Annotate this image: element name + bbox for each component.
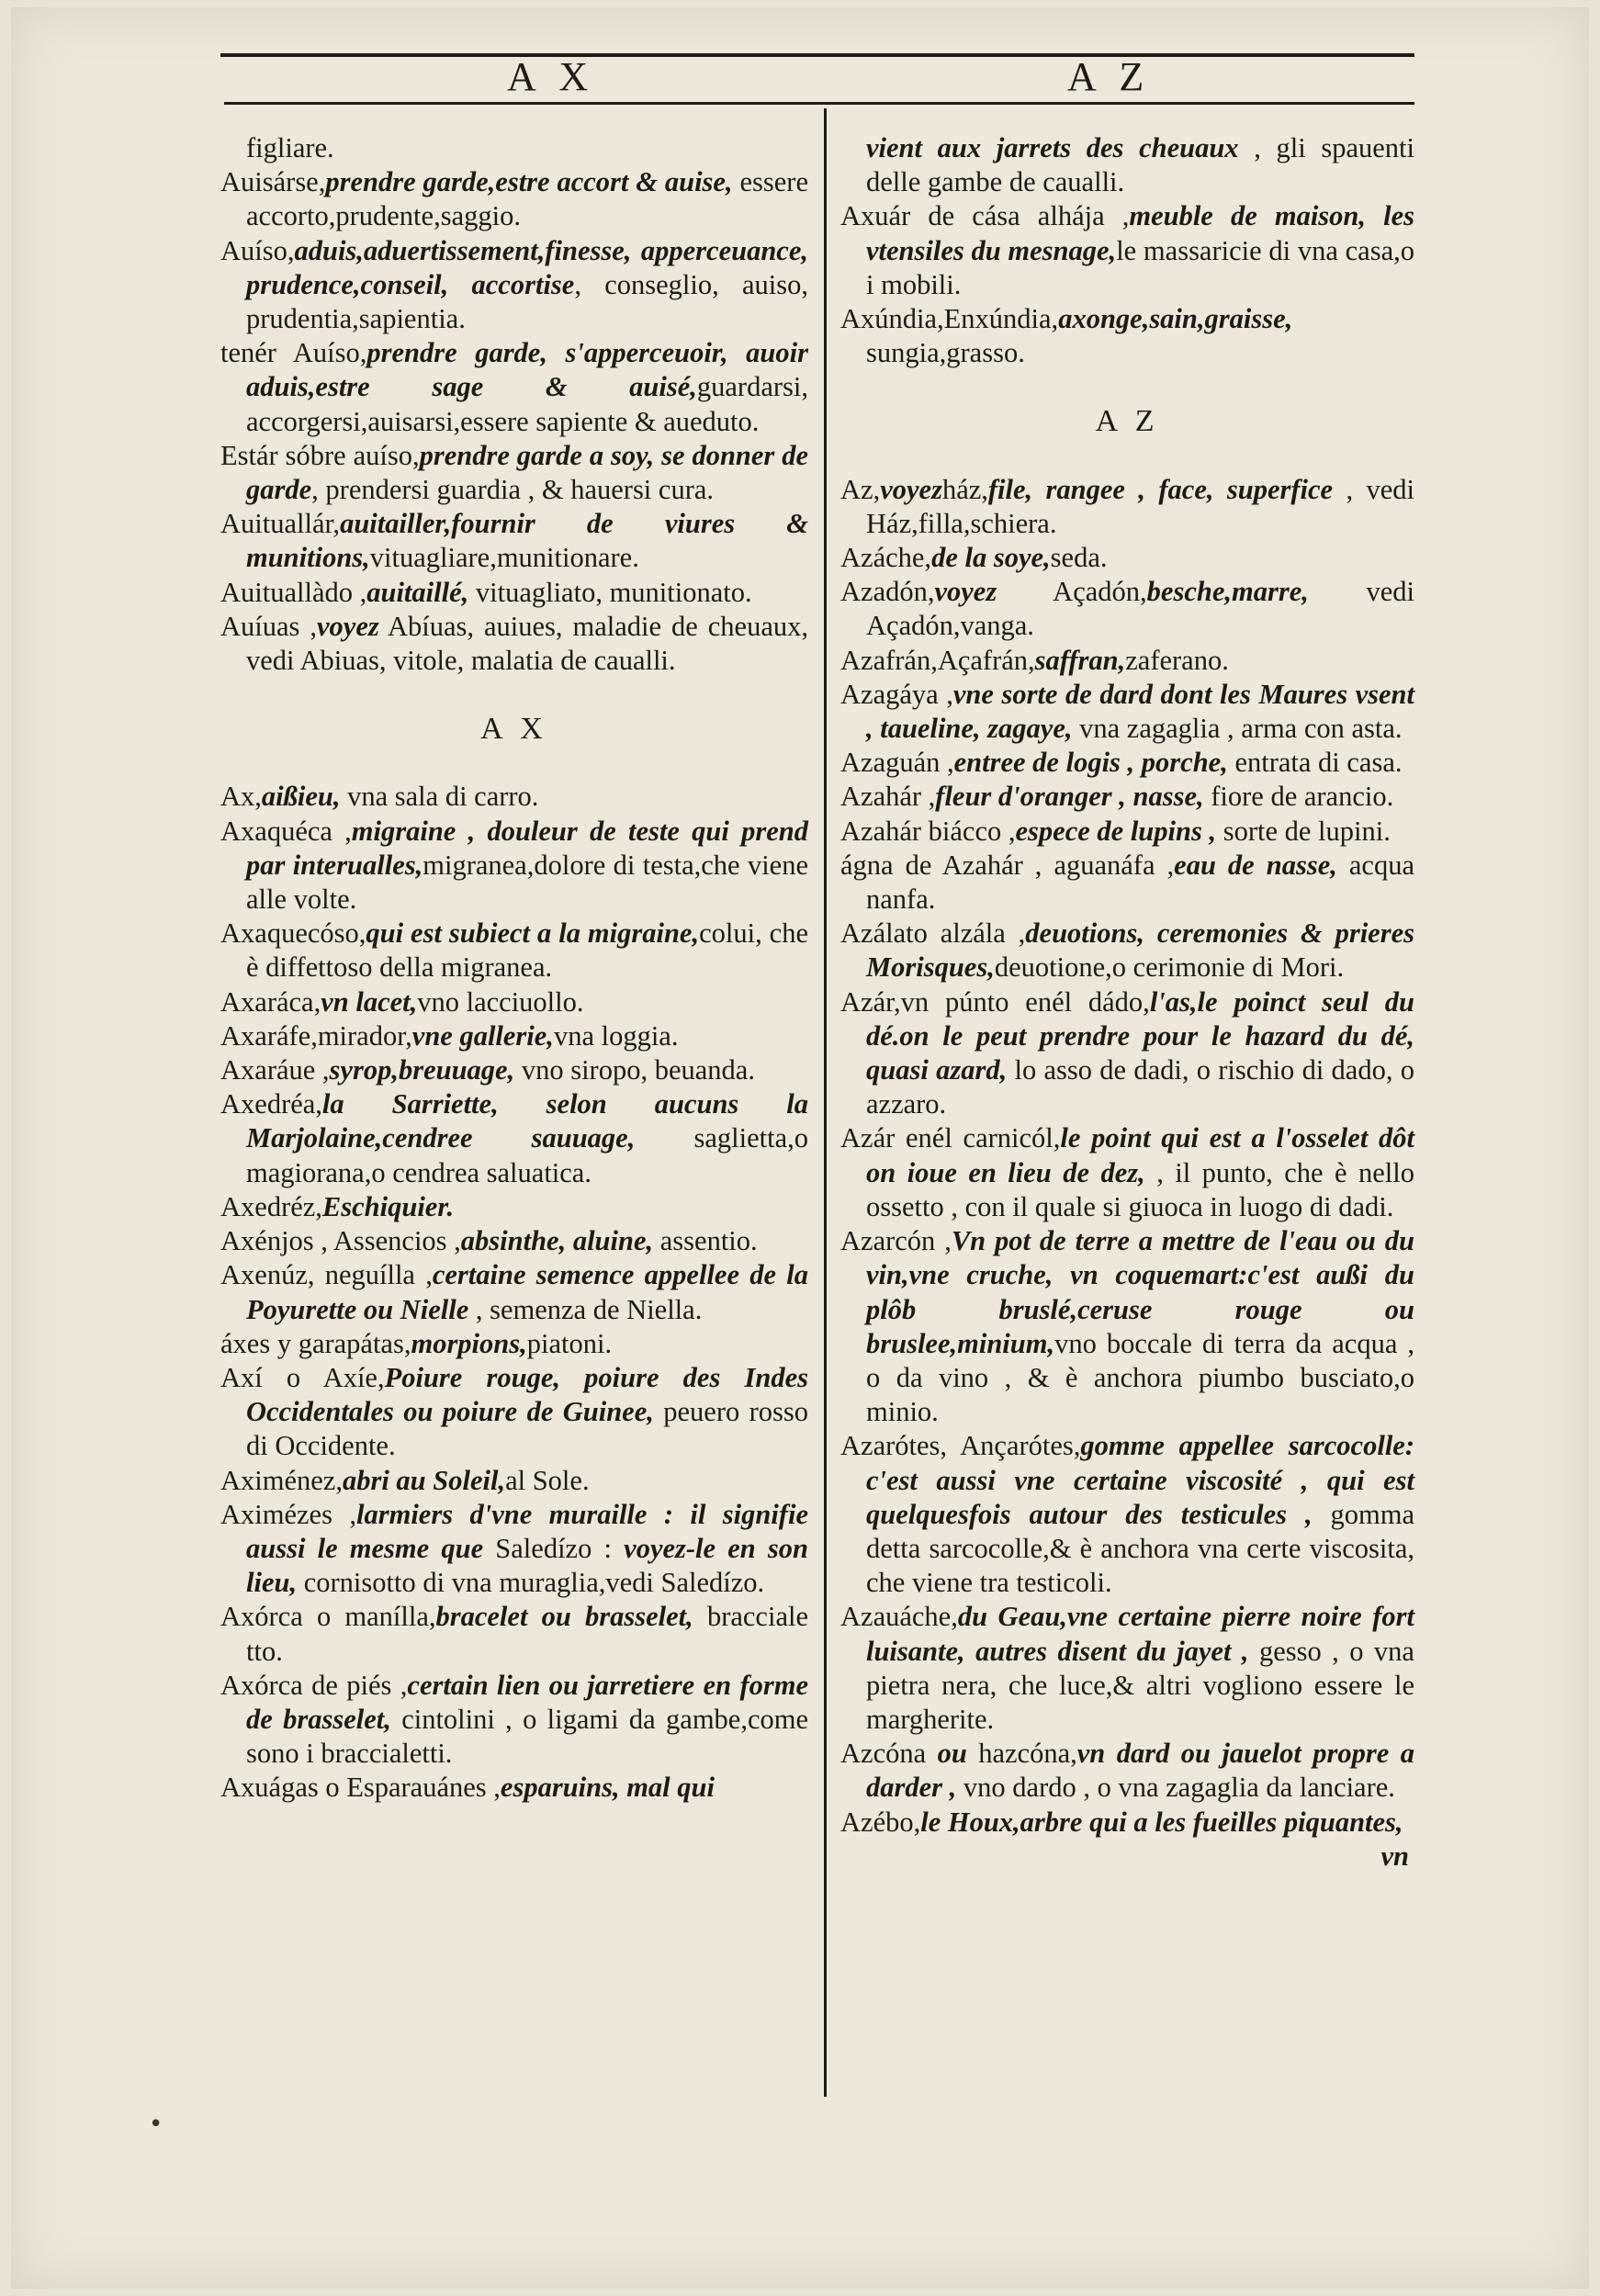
french-gloss: meuble de maison, les vtensiles du mesnage, <box>866 200 1414 266</box>
dictionary-entry <box>220 1600 808 1668</box>
dictionary-entry <box>220 131 808 165</box>
spanish-headword: Axaráue , <box>220 1054 330 1086</box>
dictionary-entry <box>220 1087 808 1190</box>
spanish-headword: Azáche, <box>840 542 932 574</box>
french-gloss: auitaillé, <box>366 576 469 608</box>
spanish-headword: Azahár , <box>840 781 936 813</box>
french-gloss: de la soye, <box>931 542 1051 574</box>
french-gloss: auitailler,fournir de viures & munitions, <box>246 508 808 574</box>
italian-gloss: piatoni. <box>526 1327 613 1359</box>
column-divider <box>824 108 827 2097</box>
italian-gloss: seda. <box>1050 542 1108 574</box>
dictionary-entry <box>840 199 1414 302</box>
spanish-headword: Azár,vn púnto enél dádo, <box>840 985 1150 1018</box>
italian-gloss: hazcóna, <box>978 1738 1077 1770</box>
french-gloss: absinthe, aluine, <box>460 1225 654 1257</box>
french-gloss: esparuins, mal qui <box>500 1772 715 1804</box>
dictionary-entry <box>840 541 1414 575</box>
italian-gloss: vna sala di carro. <box>340 781 539 813</box>
dictionary-entry <box>840 1737 1414 1805</box>
french-gloss: voyez <box>317 610 379 642</box>
italian-gloss: vituagliare,munitionare. <box>369 542 639 574</box>
italian-gloss: , conseglio, auiso, prudentia,sapientia. <box>246 268 808 335</box>
italian-gloss: entrata di casa. <box>1227 747 1403 779</box>
dictionary-entry <box>220 1669 808 1772</box>
french-gloss: certain lien ou jarretiere en forme de brasselet, <box>246 1669 808 1735</box>
italian-gloss: assentio. <box>653 1225 758 1257</box>
italian-gloss: vno lacciuollo. <box>417 985 584 1018</box>
section-heading: A X <box>480 712 548 747</box>
catchword: vn <box>1380 1840 1409 1872</box>
italian-gloss: zaferano. <box>1125 644 1229 676</box>
dictionary-entry <box>220 1361 808 1464</box>
dictionary-entry <box>840 473 1414 541</box>
french-gloss: morpions, <box>411 1327 527 1359</box>
dictionary-entry <box>840 302 1414 370</box>
french-gloss: deuotions, ceremonies & prieres Morisques, <box>866 917 1414 984</box>
spanish-headword: Ax, <box>220 781 262 813</box>
spanish-headword: Azagáya , <box>840 678 953 710</box>
french-gloss: vne sorte de dard dont les Maures vsent , taueline, zagaye, <box>866 678 1414 745</box>
dictionary-entry <box>220 1498 808 1601</box>
dictionary-entry <box>220 336 808 439</box>
italian-gloss: Saledízo : <box>483 1532 625 1564</box>
italian-gloss: sorte de lupini. <box>1216 815 1391 847</box>
dictionary-entry <box>220 1258 808 1326</box>
french-gloss: entree de logis , porche, <box>953 747 1228 779</box>
spanish-headword: Axuár de cása alhája , <box>840 200 1130 232</box>
spanish-headword: Auíso, <box>220 234 295 266</box>
spanish-headword: Axénjos , Assencios , <box>220 1225 461 1257</box>
french-gloss: qui est subiect a la migraine, <box>366 917 700 950</box>
spanish-headword: Azébo, <box>840 1806 921 1838</box>
running-head-left: A X <box>507 54 596 99</box>
french-gloss: axonge,sain,graisse, <box>1058 303 1293 335</box>
spanish-headword: tenér Auíso, <box>220 337 367 369</box>
italian-gloss: essere accorto,prudente,saggio. <box>246 166 808 232</box>
french-gloss: vne gallerie, <box>411 1019 554 1052</box>
dictionary-entry <box>840 1429 1414 1600</box>
header-rule <box>224 102 1414 105</box>
french-gloss: prendre garde,estre accort & auise, <box>325 166 733 198</box>
dictionary-entry <box>220 985 808 1019</box>
dictionary-entry <box>840 575 1414 643</box>
french-gloss: le Houx,arbre qui a les fueilles piquantes, <box>920 1806 1403 1838</box>
spanish-headword: Azarcón , <box>840 1225 952 1257</box>
top-rule <box>220 53 1414 57</box>
french-gloss: voyez <box>880 473 942 505</box>
italian-gloss: , gli spauenti delle gambe de caualli. <box>866 132 1414 198</box>
french-gloss: vn dard ou jauelot propre a darder , <box>866 1738 1414 1804</box>
french-gloss: l'as,le poinct seul du dé.on le peut prendre pour le hazard du dé, quasi azard, <box>866 985 1414 1086</box>
french-gloss: espece de lupins , <box>1015 815 1217 847</box>
margin-speck: • <box>149 2110 163 2138</box>
italian-gloss: vna zagaglia , arma con asta. <box>1072 713 1403 745</box>
dictionary-entry <box>220 1771 808 1805</box>
spanish-headword: Axí o Axíe, <box>220 1361 385 1393</box>
italian-gloss: , il punto, che è nello ossetto , con il quale si giuoca in luogo di dadi. <box>866 1156 1414 1222</box>
french-gloss: vient aux jarrets des cheuaux <box>866 132 1239 163</box>
italian-gloss: cornisotto di vna muraglia,vedi Saledízo. <box>297 1567 765 1599</box>
dictionary-entry <box>220 576 808 610</box>
dictionary-entry <box>220 815 808 917</box>
spanish-headword: Azcóna <box>840 1738 927 1770</box>
spanish-headword: Aximénez, <box>220 1464 343 1496</box>
spanish-headword: Azarótes, Ançarótes, <box>840 1430 1081 1462</box>
spanish-headword: Axaráfe,mirador, <box>220 1019 412 1052</box>
french-gloss: larmiers d'vne muraille : il signifie aussi le mesme que <box>246 1498 808 1564</box>
french-gloss: bracelet ou brasselet, <box>435 1601 693 1633</box>
dictionary-entry <box>220 507 808 575</box>
spanish-headword: Axórca o manílla, <box>220 1601 436 1633</box>
italian-gloss: saglietta,o magiorana,o cendrea saluatica. <box>246 1122 808 1188</box>
french-gloss: prendre garde, s'apperceuoir, auoir aduis,estre sage & auisé, <box>246 337 808 403</box>
dictionary-page <box>11 7 1589 2289</box>
italian-gloss: fiore de arancio. <box>1203 781 1394 813</box>
french-gloss: Vn pot de terre a mettre de l'eau ou du vin,vne cruche, vn coquemart:c'est außi du plôb bruslé,ceruse rouge ou bruslee,minium, <box>866 1225 1415 1359</box>
spanish-headword: ágna de Azahár , aguanáfa , <box>840 849 1175 881</box>
dictionary-entry <box>840 849 1414 917</box>
french-gloss: saffran, <box>1034 644 1126 676</box>
spanish-headword: Azár enél carnicól, <box>840 1122 1061 1154</box>
spanish-headword: Azauáche, <box>840 1601 958 1633</box>
spanish-headword: Estár sóbre auíso, <box>220 439 420 471</box>
left-column <box>220 131 808 1806</box>
italian-gloss: al Sole. <box>505 1464 590 1496</box>
dictionary-entry <box>220 165 808 233</box>
french-gloss: file, rangee , face, superfice <box>987 473 1334 505</box>
spanish-headword: Az, <box>840 473 881 505</box>
italian-gloss: Abíuas, auiues, maladie de cheuaux, vedi Abiuas, vitole, malatia de caualli. <box>246 610 808 677</box>
italian-gloss: deuotione,o cerimonie di Mori. <box>994 951 1345 984</box>
dictionary-entry <box>840 746 1414 780</box>
dictionary-entry <box>840 780 1414 814</box>
spanish-headword: Axedréz, <box>220 1190 322 1222</box>
italian-gloss: gomma detta sarcocolle,& è anchora vna certe viscosita, che viene tra testicoli. <box>866 1498 1414 1599</box>
french-gloss: abri au Soleil, <box>342 1464 506 1496</box>
spanish-headword: Auíuas , <box>220 610 317 642</box>
french-gloss: eau de nasse, <box>1174 849 1337 881</box>
italian-gloss: cintolini , o ligami da gambe,come sono i braccialetti. <box>246 1703 809 1770</box>
french-gloss: fleur d'oranger , nasse, <box>935 781 1204 813</box>
spanish-headword: Axedréa, <box>220 1088 322 1120</box>
spanish-headword: Auisárse, <box>220 166 326 198</box>
dictionary-entry <box>220 234 808 337</box>
italian-gloss: , semenza de Niella. <box>468 1293 703 1325</box>
spanish-headword: Azálato alzála , <box>840 917 1026 950</box>
dictionary-entry <box>220 1464 808 1498</box>
italian-gloss: gesso , o vna pietra nera, che luce,& altri vogliono essere le margherite. <box>866 1635 1414 1735</box>
french-gloss: aduis,aduertissement,finesse, apperceuance, prudence,conseil, accortise <box>246 234 808 300</box>
spanish-headword: Axenúz, neguílla , <box>220 1259 433 1291</box>
dictionary-entry <box>840 644 1414 678</box>
dictionary-entry <box>840 1121 1414 1224</box>
italian-gloss: vna loggia. <box>553 1019 679 1052</box>
dictionary-entry <box>840 678 1414 746</box>
italian-gloss: vituagliato, munitionato. <box>468 576 752 608</box>
italian-gloss: vno siropo, beuanda. <box>514 1054 755 1086</box>
dictionary-entry <box>840 131 1414 199</box>
spanish-headword: Axuágas o Esparauánes , <box>220 1772 501 1804</box>
italian-gloss: Açadón, <box>997 576 1147 608</box>
italian-gloss: migranea,dolore di testa,che viene alle volte. <box>246 849 808 916</box>
french-gloss: le point qui est a l'osselet dôt on ioue en lieu de dez, <box>866 1122 1415 1188</box>
french-gloss: ou <box>926 1738 979 1770</box>
french-gloss: la Sarriette, selon aucuns la Marjolaine,cendree sauuage, <box>246 1088 808 1154</box>
french-gloss: certaine semence appellee de la Poyurette ou Nielle <box>246 1259 808 1325</box>
italian-gloss: bracciale tto. <box>246 1601 808 1667</box>
french-gloss: voyez-le en son lieu, <box>246 1532 808 1599</box>
italian-gloss: peuero rosso di Occidente. <box>246 1396 808 1462</box>
running-head-right: A Z <box>1067 54 1152 99</box>
spanish-headword: Aximézes , <box>220 1498 356 1530</box>
dictionary-entry <box>840 1806 1414 1840</box>
spanish-headword: Azafrán,Açafrán, <box>840 644 1035 676</box>
dictionary-entry <box>840 1224 1414 1429</box>
spanish-headword: Axúndia,Enxúndia, <box>840 303 1059 335</box>
dictionary-entry <box>220 1327 808 1361</box>
dictionary-entry <box>220 780 808 814</box>
french-gloss: syrop,breuuage, <box>329 1054 515 1086</box>
dictionary-entry <box>220 1053 808 1087</box>
dictionary-entry <box>840 917 1414 985</box>
italian-gloss: guardarsi, accorgersi,auisarsi,essere sapiente & aueduto. <box>246 371 808 437</box>
spanish-headword: Axórca de piés , <box>220 1669 408 1701</box>
french-gloss: migraine , douleur de teste qui prend par interualles, <box>246 815 808 881</box>
italian-gloss: acqua nanfa. <box>866 849 1414 916</box>
italian-gloss: , vedi Ház,filla,schiera. <box>866 473 1415 539</box>
right-column <box>840 131 1414 1874</box>
dictionary-entry <box>840 985 1414 1122</box>
spanish-headword: Axaquecóso, <box>220 917 366 950</box>
dictionary-entry <box>840 815 1414 849</box>
spanish-headword: Auituallàdo , <box>220 576 367 608</box>
spanish-headword: áxes y garapátas, <box>220 1327 411 1359</box>
french-gloss: voyez <box>934 576 997 608</box>
french-gloss: gomme appellee sarcocolle: c'est aussi vne certaine viscosité , qui est quelquesfois autour des testicules , <box>866 1430 1414 1530</box>
dictionary-entry <box>220 917 808 985</box>
dictionary-entry <box>840 1600 1414 1737</box>
spanish-headword: Azahár biácco , <box>840 815 1016 847</box>
dictionary-entry <box>220 610 808 678</box>
italian-gloss: sungia,grasso. <box>866 337 1025 369</box>
french-gloss: besche,marre, <box>1146 576 1309 608</box>
dictionary-entry <box>220 1019 808 1053</box>
french-gloss: du Geau,vne certaine pierre noire fort luisante, autres disent du jayet , <box>866 1601 1414 1667</box>
spanish-headword: Axaráca, <box>220 985 321 1018</box>
italian-gloss: colui, che è diffettoso della migranea. <box>246 917 809 984</box>
italian-gloss: vedi Açadón,vanga. <box>866 576 1415 642</box>
italian-gloss: vno dardo , o vna zagaglia da lanciare. <box>956 1772 1395 1804</box>
italian-gloss: le massaricie di vna casa,o i mobili. <box>866 234 1414 300</box>
italian-gloss: , prendersi guardia , & hauersi cura. <box>311 474 715 506</box>
italian-gloss: lo asso de dadi, o rischio di dado, o azzaro. <box>866 1054 1414 1120</box>
spanish-headword: Axaquéca , <box>220 815 352 847</box>
dictionary-entry <box>220 1224 808 1258</box>
italian-gloss: ház, <box>941 473 988 505</box>
italian-gloss: figliare. <box>246 132 334 163</box>
dictionary-entry <box>220 439 808 507</box>
french-gloss: prendre garde a soy, se donner de garde <box>246 439 808 506</box>
french-gloss: Poiure rouge, poiure des Indes Occidentales ou poiure de Guinee, <box>246 1361 808 1428</box>
french-gloss: vn lacet, <box>321 985 418 1018</box>
french-gloss: aißieu, <box>261 781 341 813</box>
section-heading: A Z <box>1095 404 1160 439</box>
italian-gloss: vno boccale di terra da acqua , o da vino , & è anchora piumbo busciato,o minio. <box>866 1327 1414 1428</box>
dictionary-entry <box>220 1190 808 1224</box>
spanish-headword: Auituallár, <box>220 508 341 540</box>
french-gloss: Eschiquier. <box>321 1190 455 1222</box>
spanish-headword: Azadón, <box>840 576 935 608</box>
spanish-headword: Azaguán , <box>840 747 954 779</box>
